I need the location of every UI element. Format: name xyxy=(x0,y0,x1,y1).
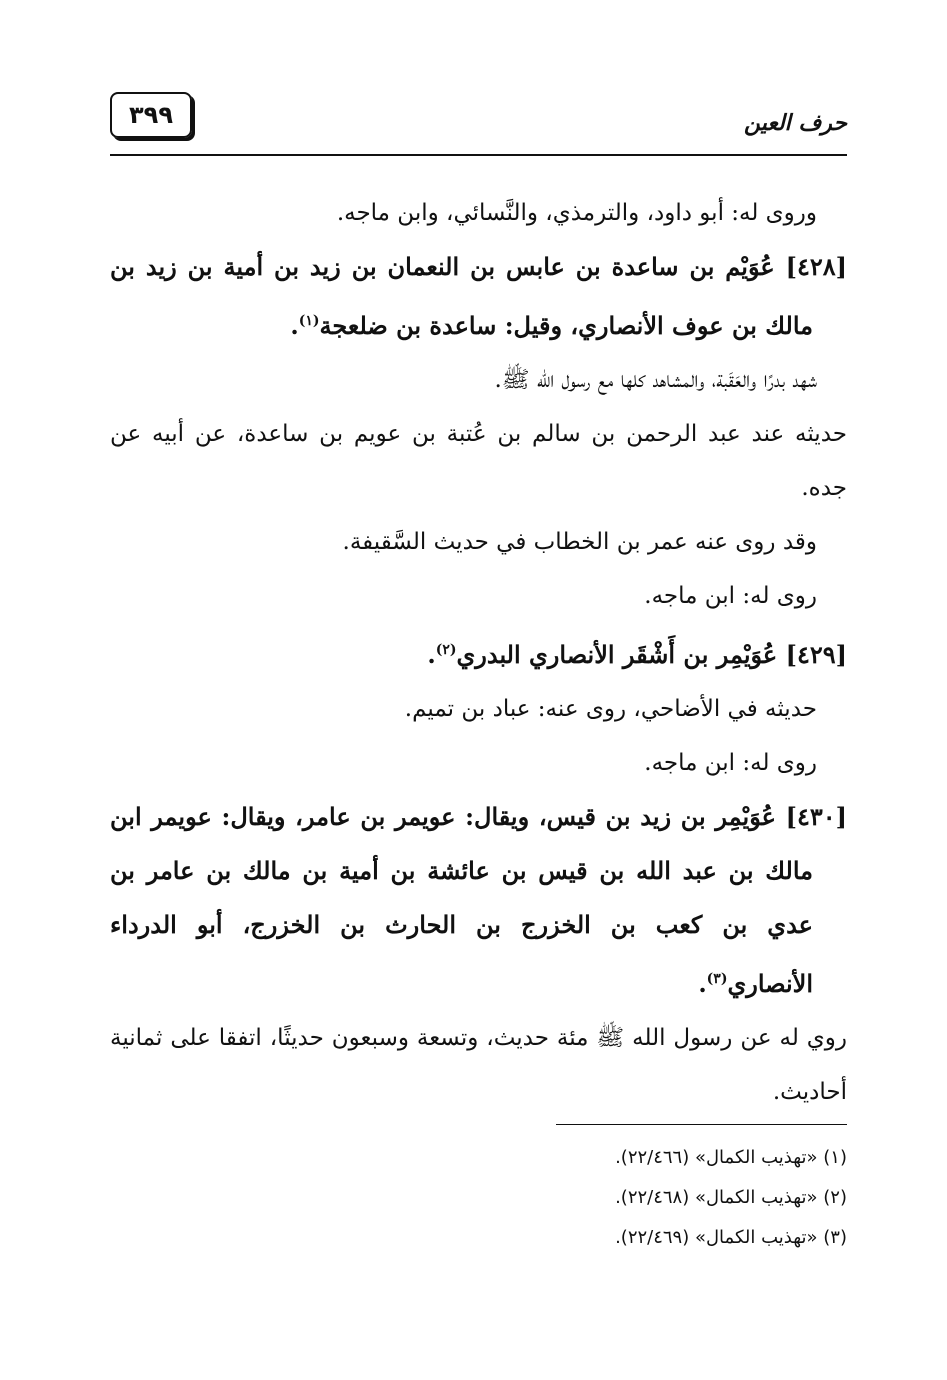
footnote-item: (١) «تهذيب الكمال» (٢٢/٤٦٦). xyxy=(615,1147,847,1168)
paragraph: حديثه في الأضاحي، روى عنه: عباد بن تميم. xyxy=(404,696,817,722)
entry-number: [٤٢٩] xyxy=(785,640,847,669)
entry-430: [٤٣٠] عُوَيْمِر بن زيد بن قيس، ويقال: عويمر بن عامر، ويقال: عويمر ابن مالك بن عبد الله بن قيس بن عائشة بن أمية بن مالك بن عامر بن عدي بن كعب بن الخزرج بن الحارث بن الخزرج، أبو الدرداء الأنصاري$^{(٣)}$. xyxy=(110,802,847,998)
footnote-ref: (٣) xyxy=(706,971,728,987)
paragraph: شهد بدرًا والعَقَبة، والمشاهد كلها مع رسول الله ﷺ. xyxy=(494,367,817,393)
paragraph: حديثه عند عبد الرحمن بن سالم بن عُتبة بن عويم بن ساعدة، عن أبيه عن جده. xyxy=(110,421,847,501)
paragraph: روى له: ابن ماجه. xyxy=(644,750,817,776)
footnote-ref: (٢) xyxy=(435,642,457,658)
running-head: حرف العين xyxy=(743,110,847,136)
footnotes xyxy=(615,1138,847,1258)
entry-429: [٤٢٩] عُوَيْمِر بن أَشْقَر الأنصاري البدري$^{(٢)}$. xyxy=(427,640,847,669)
footnote-ref: (١) xyxy=(298,313,320,329)
entry-heading: عُوَيْم بن ساعدة بن عابس بن النعمان بن زيد بن أمية بن زيد بن مالك بن عوف الأنصاري، وقيل: ساعدة بن ضلعجة xyxy=(110,252,813,340)
footnote-rule xyxy=(556,1124,847,1125)
entry-number: [٤٢٨] xyxy=(785,252,847,281)
footnote-item: (٣) «تهذيب الكمال» (٢٢/٤٦٩). xyxy=(615,1227,847,1248)
footnote-item: (٢) «تهذيب الكمال» (٢٢/٤٦٨). xyxy=(615,1187,847,1208)
entry-428: [٤٢٨] عُوَيْم بن ساعدة بن عابس بن النعمان بن زيد بن أمية بن زيد بن مالك بن عوف الأنصاري، وقيل: ساعدة بن ضلعجة$^{(١)}$. xyxy=(110,252,847,340)
paragraph: وقد روى عنه عمر بن الخطاب في حديث السَّقيفة. xyxy=(342,529,817,555)
paragraph: وروى له: أبو داود، والترمذي، والنَّسائي، وابن ماجه. xyxy=(336,200,817,226)
page-body xyxy=(110,186,847,1119)
entry-heading: عُوَيْمِر بن أَشْقَر الأنصاري البدري xyxy=(456,640,778,669)
page-header xyxy=(110,92,847,152)
entry-heading: عُوَيْمِر بن زيد بن قيس، ويقال: عويمر بن عامر، ويقال: عويمر ابن مالك بن عبد الله بن قيس بن عائشة بن أمية بن مالك بن عامر بن عدي بن كعب بن الخزرج بن الحارث بن الخزرج، أبو الدرداء الأنصاري xyxy=(110,802,813,998)
page-number: ٣٩٩ xyxy=(110,92,192,138)
header-rule xyxy=(110,154,847,156)
paragraph: روي له عن رسول الله ﷺ مئة حديث، وتسعة وسبعون حديثًا، اتفقا على ثمانية أحاديث. xyxy=(110,1025,847,1105)
paragraph: روى له: ابن ماجه. xyxy=(644,583,817,609)
entry-number: [٤٣٠] xyxy=(785,802,847,831)
